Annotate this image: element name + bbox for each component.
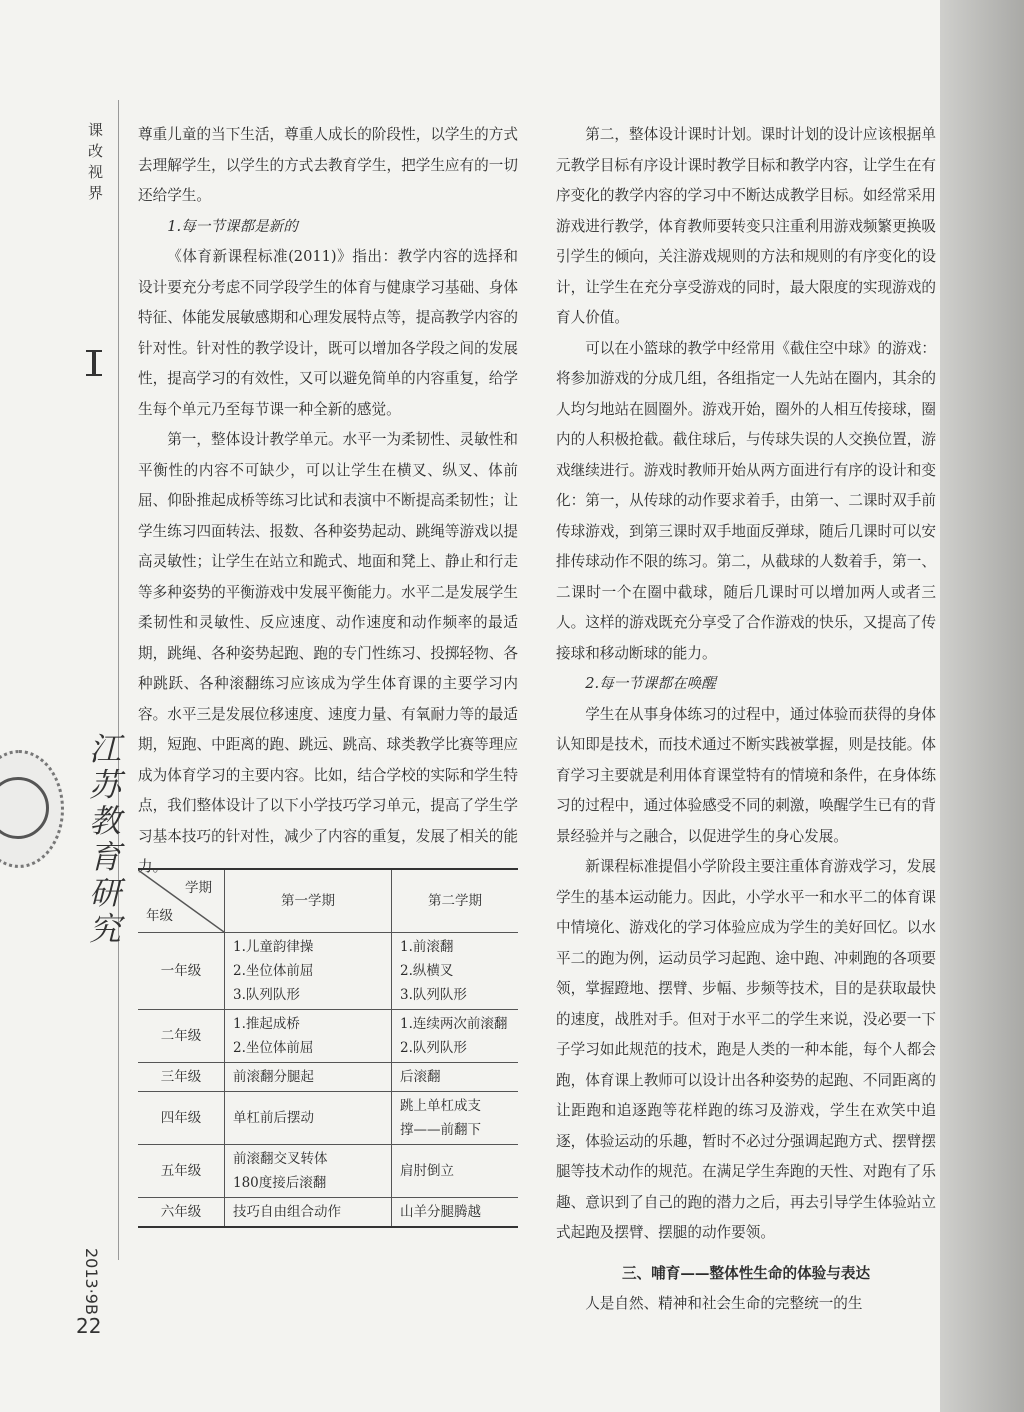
cell-line: 1.儿童韵律操 [233,939,314,955]
first-term-cell [225,1092,392,1145]
cell-line: 2.队列队形 [400,1040,467,1056]
sidebar [0,100,122,1338]
grade-cell: 六年级 [138,1198,225,1228]
table-row [138,933,518,1010]
subheading: 2.每一节课都在唤醒 [585,675,716,692]
page-edge [940,0,1024,1412]
first-term-cell [225,933,392,1010]
right-column [556,120,936,1320]
second-term-cell [392,1092,519,1145]
cell-line: 3.队列队形 [400,987,467,1003]
cell-line: 2.坐位体前屈 [233,1040,314,1056]
cell-line: 撑——前翻下 [400,1122,481,1138]
second-term-cell [392,1010,519,1063]
journal-name: 江苏教育研究 [84,732,122,948]
grade-cell: 一年级 [138,933,225,1010]
first-term-cell [225,1063,392,1092]
column-marker-icon [86,350,102,376]
left-column [138,120,518,883]
header-term: 学期 [185,880,212,896]
first-term-cell [225,1145,392,1198]
cell-line: 前滚翻交叉转体 [233,1151,328,1167]
column-label: 课改视界 [86,122,104,206]
second-term-cell [392,933,519,1010]
header-grade: 年级 [146,908,173,924]
grade-cell: 五年级 [138,1145,225,1198]
cell-line: 2.坐位体前屈 [233,963,314,979]
cell-line: 山羊分腿腾越 [400,1204,481,1220]
cell-line: 肩肘倒立 [400,1163,454,1179]
cell-line: 1.连续两次前滚翻 [400,1016,508,1032]
page-number: 22 [76,1314,102,1338]
issue-year: 2013·9B [82,1248,101,1315]
subheading: 1.每一节课都是新的 [167,217,298,235]
paragraph: 可以在小篮球的教学中经常用《截住空中球》的游戏：将参加游戏的分成几组，各组指定一人先站在圈内，其余的人均匀地站在圆圈外。游戏开始，圈外的人相互传接球，圈内的人积极抢截。截住球后，与传球失误的人交换位置，游戏继续进行。游戏时教师开始从两方面进行有序的设计和变化：第一，从传球的动作要求着手，由第一、二课时双手前传球游戏，到第三课时双手地面反弹球，随后几课时可以安排传球动作不限的练习。第二，从截球的人数着手，第一、二课时一个在圈中截球，随后几课时可以增加两人或者三人。这样的游戏既充分享受了合作游戏的快乐，又提高了传接球和移动断球的能力。 [556,339,936,662]
cell-line: 后滚翻 [400,1069,441,1085]
table-header-row [138,869,518,933]
paragraph: 学生在从事身体练习的过程中，通过体验而获得的身体认知即是技术，而技术通过不断实践被掌握，则是技能。体育学习主要就是利用体育课堂特有的情境和条件，在身体练习的过程中，通过体验感受不同的刺激，唤醒学生已有的背景经验并与之融合，以促进学生的身心发展。 [556,705,936,845]
journal-seal-icon [0,750,64,868]
cell-line: 1.前滚翻 [400,939,454,955]
cell-line: 跳上单杠成支 [400,1098,481,1114]
header-second-term: 第二学期 [392,869,519,933]
first-term-cell [225,1198,392,1228]
section-heading: 三、哺育——整体性生命的体验与表达 [621,1264,871,1282]
cell-line: 前滚翻分腿起 [233,1069,314,1085]
paragraph: 第二，整体设计课时计划。课时计划的设计应该根据单元教学目标有序设计课时教学目标和教学内容，让学生在有序变化的教学内容的学习中不断达成教学目标。如经常采用游戏进行教学，体育教师要转变只注重利用游戏频繁更换吸引学生的倾向，关注游戏规则的方法和规则的有序变化的设计，让学生在充分享受游戏的同时，最大限度的实现游戏的育人价值。 [556,126,936,326]
grade-cell: 四年级 [138,1092,225,1145]
paragraph: 《体育新课程标准(2011)》指出：教学内容的选择和设计要充分考虑不同学段学生的体育与健康学习基础、身体特征、体能发展敏感期和心理发展特点等，提高教学内容的针对性。针对性的教学设计，既可以增加各学段之间的发展性，提高学习的有效性，又可以避免简单的内容重复，给学生每个单元乃至每节课一种全新的感觉。 [138,248,518,418]
grade-cell: 二年级 [138,1010,225,1063]
paragraph: 第一，整体设计教学单元。水平一为柔韧性、灵敏性和平衡性的内容不可缺少，可以让学生在横叉、纵叉、体前屈、仰卧推起成桥等练习比试和表演中不断提高柔韧性；让学生练习四面转法、报数、各种姿势起动、跳绳等游戏以提高灵敏性；让学生在站立和跪式、地面和凳上、静止和行走等多种姿势的平衡游戏中发展平衡能力。水平二是发展学生柔韧性和灵敏性、反应速度、动作速度和动作频率的最适期，跳绳、各种姿势起跑、跑的专门性练习、投掷轻物、各种跳跃、各种滚翻练习应该成为学生体育课的主要学习内容。水平三是发展位移速度、速度力量、有氧耐力等的最适期，短跑、中距离的跑、跳远、跳高、球类教学比赛等理应成为体育学习的主要内容。比如，结合学校的实际和学生特点，我们整体设计了以下小学技巧学习单元，提高了学生学习基本技巧的针对性，减少了内容的重复，发展了相关的能力。 [138,431,518,875]
second-term-cell [392,1063,519,1092]
table-row [138,1063,518,1092]
cell-line: 180度接后滚翻 [233,1175,327,1191]
table-corner-cell [138,869,225,933]
cell-line: 2.纵横叉 [400,963,454,979]
paragraph: 尊重儿童的当下生活，尊重人成长的阶段性，以学生的方式去理解学生，以学生的方式去教育学生，把学生应有的一切还给学生。 [138,126,518,204]
second-term-cell [392,1198,519,1228]
table-row [138,1145,518,1198]
table-row [138,1010,518,1063]
table-row [138,1198,518,1228]
cell-line: 3.队列队形 [233,987,300,1003]
cell-line: 1.推起成桥 [233,1016,300,1032]
grade-cell: 三年级 [138,1063,225,1092]
paragraph: 新课程标准提倡小学阶段主要注重体育游戏学习，发展学生的基本运动能力。因此，小学水平一和水平二的体育课中情境化、游戏化的学习体验应成为学生的美好回忆。以水平二的跑为例，运动员学习起跑、途中跑、冲刺跑的各项要领，掌握蹬地、摆臂、步幅、步频等技术，目的是获取最快的速度，战胜对手。但对于水平二的学生来说，没必要一下子学习如此规范的技术，跑是人类的一种本能，每个人都会跑，体育课上教师可以设计出各种姿势的起跑、不同距离的让距跑和追逐跑等花样跑的练习及游戏，学生在欢笑中追逐，体验运动的乐趣，暂时不必过分强调起跑方式、摆臂摆腿等技术动作的规范。在满足学生奔跑的天性、对跑有了乐趣、意识到了自己的跑的潜力之后，再去引导学生体验站立式起跑及摆臂、摆腿的动作要领。 [556,858,936,1241]
first-term-cell [225,1010,392,1063]
cell-line: 单杠前后摆动 [233,1110,314,1126]
skills-unit-table [138,868,518,1228]
paragraph: 人是自然、精神和社会生命的完整统一的生 [585,1295,863,1312]
header-first-term: 第一学期 [225,869,392,933]
cell-line: 技巧自由组合动作 [233,1204,341,1220]
second-term-cell [392,1145,519,1198]
table-row [138,1092,518,1145]
